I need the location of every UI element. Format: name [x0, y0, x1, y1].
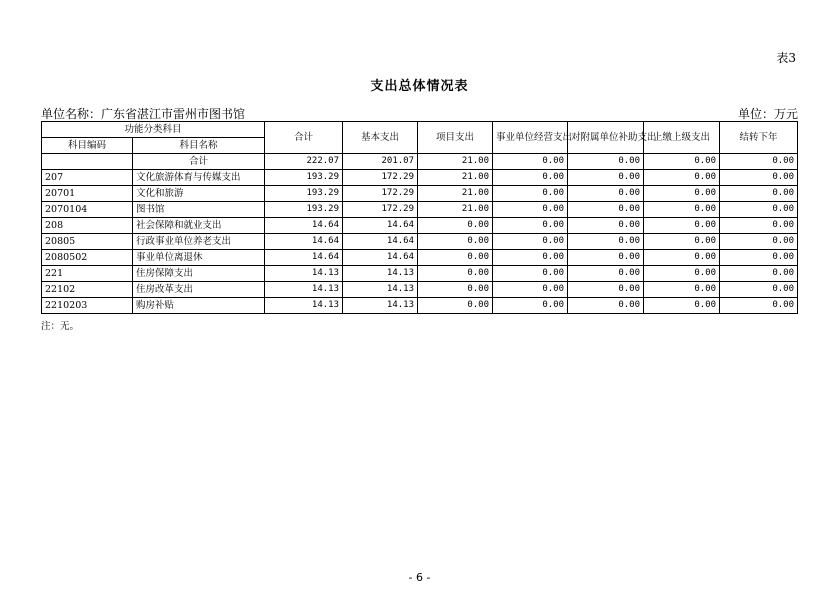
cell-name: 合计: [133, 154, 265, 170]
table-row: [42, 250, 798, 266]
cell-business: 0.00: [493, 170, 568, 186]
cell-total: 14.13: [265, 266, 343, 282]
cell-name: 图书馆: [133, 202, 265, 218]
cell-total: 222.07: [265, 154, 343, 170]
cell-basic: 172.29: [343, 186, 418, 202]
cell-basic: 172.29: [343, 202, 418, 218]
cell-total: 14.64: [265, 234, 343, 250]
cell-subsidy: 0.00: [568, 186, 644, 202]
cell-subsidy: 0.00: [568, 170, 644, 186]
cell-subsidy: 0.00: [568, 298, 644, 314]
table-row: [42, 234, 798, 250]
cell-upper: 0.00: [644, 170, 720, 186]
cell-business: 0.00: [493, 218, 568, 234]
cell-total: 193.29: [265, 186, 343, 202]
cell-carry: 0.00: [720, 154, 798, 170]
cell-subsidy: 0.00: [568, 266, 644, 282]
cell-name: 住房改革支出: [133, 282, 265, 298]
cell-project: 0.00: [418, 298, 493, 314]
cell-subsidy: 0.00: [568, 250, 644, 266]
cell-name: 社会保障和就业支出: [133, 218, 265, 234]
cell-business: 0.00: [493, 298, 568, 314]
cell-business: 0.00: [493, 154, 568, 170]
cell-project: 21.00: [418, 186, 493, 202]
cell-carry: 0.00: [720, 266, 798, 282]
header-name: 科目名称: [133, 138, 265, 154]
cell-subsidy: 0.00: [568, 218, 644, 234]
cell-upper: 0.00: [644, 266, 720, 282]
cell-subsidy: 0.00: [568, 234, 644, 250]
cell-code: 207: [42, 170, 133, 186]
cell-code: 2080502: [42, 250, 133, 266]
table-row: [42, 218, 798, 234]
cell-basic: 14.13: [343, 282, 418, 298]
cell-subsidy: 0.00: [568, 154, 644, 170]
cell-project: 0.00: [418, 250, 493, 266]
cell-basic: 14.64: [343, 218, 418, 234]
header-total: 合计: [265, 122, 343, 154]
cell-name: 文化和旅游: [133, 186, 265, 202]
cell-business: 0.00: [493, 186, 568, 202]
table-row: [42, 202, 798, 218]
cell-carry: 0.00: [720, 298, 798, 314]
cell-total: 193.29: [265, 170, 343, 186]
cell-carry: 0.00: [720, 170, 798, 186]
cell-upper: 0.00: [644, 282, 720, 298]
cell-upper: 0.00: [644, 234, 720, 250]
cell-upper: 0.00: [644, 298, 720, 314]
cell-total: 14.64: [265, 250, 343, 266]
header-project: 项目支出: [418, 122, 493, 154]
header-code: 科目编码: [42, 138, 133, 154]
cell-business: 0.00: [493, 282, 568, 298]
cell-basic: 201.07: [343, 154, 418, 170]
cell-total: 14.13: [265, 298, 343, 314]
header-carry: 结转下年: [720, 122, 798, 154]
table-note: 注：无。: [41, 321, 80, 332]
cell-carry: 0.00: [720, 186, 798, 202]
header-func-class: 功能分类科目: [42, 122, 265, 138]
cell-carry: 0.00: [720, 282, 798, 298]
table-row: [42, 266, 798, 282]
unit-label: 单位：万元: [737, 107, 798, 121]
page-number: - 6 -: [408, 571, 431, 584]
cell-project: 21.00: [418, 154, 493, 170]
cell-code: 20701: [42, 186, 133, 202]
cell-name: 行政事业单位养老支出: [133, 234, 265, 250]
cell-basic: 172.29: [343, 170, 418, 186]
cell-carry: 0.00: [720, 234, 798, 250]
header-business: 事业单位经营支出: [493, 122, 568, 154]
cell-basic: 14.64: [343, 250, 418, 266]
cell-project: 0.00: [418, 282, 493, 298]
unit-name: 单位名称：广东省湛江市雷州市图书馆: [41, 107, 246, 121]
cell-code: 221: [42, 266, 133, 282]
cell-name: 购房补贴: [133, 298, 265, 314]
cell-business: 0.00: [493, 266, 568, 282]
cell-upper: 0.00: [644, 218, 720, 234]
meta-row: [41, 105, 798, 121]
cell-carry: 0.00: [720, 202, 798, 218]
expenditure-table: [41, 121, 798, 314]
cell-upper: 0.00: [644, 154, 720, 170]
cell-total: 14.13: [265, 282, 343, 298]
cell-upper: 0.00: [644, 250, 720, 266]
cell-upper: 0.00: [644, 202, 720, 218]
cell-carry: 0.00: [720, 218, 798, 234]
cell-code: 22102: [42, 282, 133, 298]
cell-code: 2210203: [42, 298, 133, 314]
table-number: 表3: [776, 51, 796, 65]
table-row: [42, 298, 798, 314]
table-row: [42, 154, 798, 170]
cell-business: 0.00: [493, 250, 568, 266]
header-upper: 上缴上级支出: [644, 122, 720, 154]
cell-basic: 14.13: [343, 298, 418, 314]
cell-basic: 14.13: [343, 266, 418, 282]
cell-code: 20805: [42, 234, 133, 250]
cell-name: 住房保障支出: [133, 266, 265, 282]
cell-upper: 0.00: [644, 186, 720, 202]
cell-code: 2070104: [42, 202, 133, 218]
table-row: [42, 186, 798, 202]
cell-business: 0.00: [493, 202, 568, 218]
cell-project: 0.00: [418, 266, 493, 282]
cell-project: 21.00: [418, 170, 493, 186]
header-basic: 基本支出: [343, 122, 418, 154]
cell-project: 0.00: [418, 218, 493, 234]
cell-code: 208: [42, 218, 133, 234]
cell-name: 事业单位离退休: [133, 250, 265, 266]
cell-subsidy: 0.00: [568, 202, 644, 218]
cell-subsidy: 0.00: [568, 282, 644, 298]
cell-project: 21.00: [418, 202, 493, 218]
cell-name: 文化旅游体育与传媒支出: [133, 170, 265, 186]
cell-code: [42, 154, 133, 170]
cell-business: 0.00: [493, 234, 568, 250]
table-row: [42, 170, 798, 186]
cell-basic: 14.64: [343, 234, 418, 250]
cell-project: 0.00: [418, 234, 493, 250]
cell-total: 14.64: [265, 218, 343, 234]
cell-carry: 0.00: [720, 250, 798, 266]
page-title: 支出总体情况表: [370, 79, 469, 94]
table-row: [42, 282, 798, 298]
cell-total: 193.29: [265, 202, 343, 218]
header-subsidy: 对附属单位补助支出: [568, 122, 644, 154]
